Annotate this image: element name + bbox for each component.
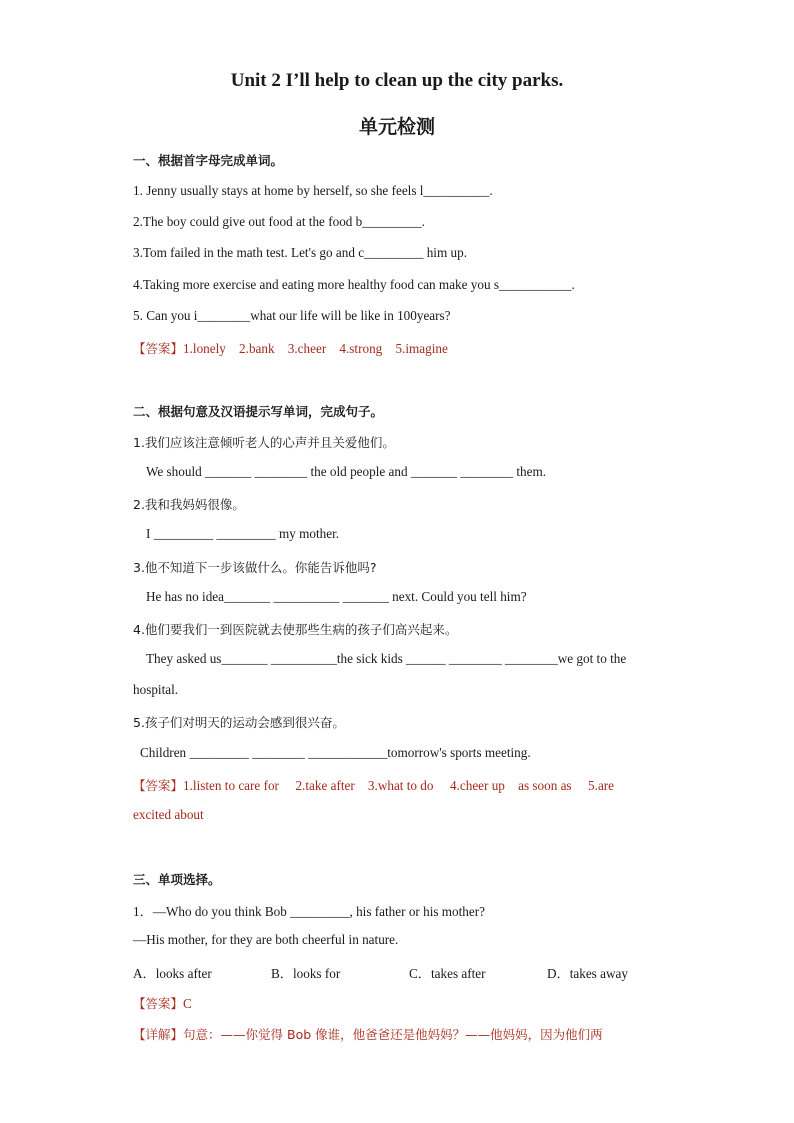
page-subtitle: 单元检测 [358,116,435,138]
section2-answer-cont: excited about [133,807,204,822]
section1-answer [133,339,448,357]
answer-tag: 【答案】 [133,341,184,356]
section1-item-5: 5. Can you i________what our life will be like in 100years? [133,308,451,323]
section2-q3-english: He has no idea_______ __________ _______ next. Could you tell him? [146,589,527,604]
section1-item-3: 3.Tom failed in the math test. Let's go and c_________ him up. [133,245,468,260]
section2-q4-chinese: 4.他们要我们一到医院就去使那些生病的孩子们高兴起来。 [133,622,458,637]
section3-q1-reply: —His mother, for they are both cheerful in nature. [133,932,399,947]
section2-q4-english: They asked us_______ __________the sick kids ______ ________ ________we got to the [146,651,627,666]
section2-q5-chinese: 5.孩子们对明天的运动会感到很兴奋。 [133,715,345,730]
answer-text: 1.lonely 2.bank 3.cheer 4.strong 5.imagine [183,341,448,356]
detail-tag: 【详解】 [133,1027,184,1042]
section1-item-4: 4.Taking more exercise and eating more healthy food can make you s___________. [133,277,575,292]
section3-heading: 三、单项选择。 [133,872,221,887]
section2-answer [133,776,614,794]
section2-q1-english: We should _______ ________ the old people and _______ ________ them. [146,464,547,479]
page-title: Unit 2 I’ll help to clean up the city parks. [230,70,564,91]
answer-tag: 【答案】 [133,778,184,793]
section2-q4-english-cont: hospital. [133,682,179,697]
detail-text: 句意：——你觉得 Bob 像谁，他爸爸还是他妈妈？——他妈妈，因为他们两 [183,1027,603,1042]
option-c: C．takes after [409,966,486,981]
section2-q2-chinese: 2.我和我妈妈很像。 [133,497,245,512]
section2-q5-english: Children _________ ________ ____________tomorrow's sports meeting. [140,745,531,760]
option-b: B．looks for [271,966,341,981]
section3-answer [133,994,192,1012]
section2-heading: 二、根据句意及汉语提示写单词，完成句子。 [133,404,384,419]
option-d: D．takes away [547,966,628,981]
option-a: A．looks after [133,966,212,981]
section3-q1: 1．—Who do you think Bob _________, his father or his mother? [133,904,485,919]
answer-tag: 【答案】 [133,996,184,1011]
section1-heading: 一、根据首字母完成单词。 [133,153,284,168]
section1-item-2: 2.The boy could give out food at the food b_________. [133,214,425,229]
section2-q2-english: I _________ _________ my mother. [146,526,340,541]
section2-q1-chinese: 1.我们应该注意倾听老人的心声并且关爱他们。 [133,435,395,450]
section2-q3-chinese: 3.他不知道下一步该做什么。你能告诉他吗? [133,560,377,575]
answer-text: 1.listen to care for 2.take after 3.what to do 4.cheer up as soon as 5.are [183,778,615,793]
section1-item-1: 1. Jenny usually stays at home by herself, so she feels l__________. [133,183,493,198]
answer-text: C [183,996,192,1011]
section3-detail [133,1025,603,1043]
